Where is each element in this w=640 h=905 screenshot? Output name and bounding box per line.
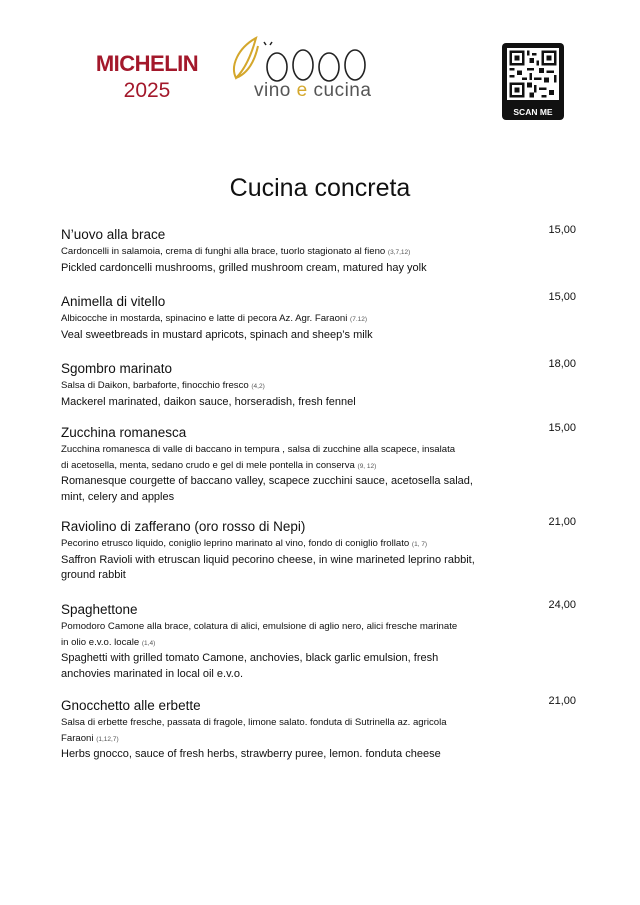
menu-section-title: Cucina concreta [229,174,411,202]
dish-price: 21,00 [548,516,576,528]
dish-price: 15,00 [548,291,576,303]
qr-code[interactable] [502,43,564,120]
qr-scan-label: SCAN ME [513,107,553,117]
dish-description-it: Faraoni (1,12,7) [61,732,119,744]
michelin-year: 2025 [123,79,171,102]
dish-price: 15,00 [548,224,576,236]
restaurant-logo [228,34,398,104]
dish-description-en: Romanesque courgette of baccano valley, scapece zucchini sauce, acetosella salad, [61,475,473,487]
dish-description-en: Mackerel marinated, daikon sauce, horseradish, fresh fennel [61,395,356,408]
allergens: (3,7,12) [387,249,411,256]
allergens: (9, 12) [357,462,377,470]
dish-name: Zucchina romanesca [61,425,187,440]
dish-price: 15,00 [548,422,576,434]
dish-price: 18,00 [548,358,576,370]
allergens: (1,4) [141,639,156,647]
michelin-label: MICHELIN [95,51,199,76]
logo-mark-icon [228,34,398,84]
dish-price: 21,00 [548,695,576,707]
dish-name: Sgombro marinato [61,361,173,376]
dish-name: Raviolino di zafferano (oro rosso di Nepi) [61,519,306,534]
menu-item [61,293,581,343]
logo-subtitle: vino e cucina [254,80,372,101]
dish-description-en: Saffron Ravioli with etruscan liquid pecorino cheese, in wine marineted leprino rabbit, [61,553,475,566]
dish-name: Spaghettone [61,602,138,617]
dish-description-it: Salsa di erbette fresche, passata di fragole, limone salato. fonduta di Sutrinella az. agricola [61,717,447,728]
menu-item [61,360,581,410]
dish-description-en: Veal sweetbreads in mustard apricots, spinach and sheep’s milk [61,328,373,341]
dish-description-it: Pecorino etrusco liquido, coniglio leprino marinato al vino, fondo di coniglio frollato (1, 7) [61,538,428,549]
dish-description-it: Pomodoro Camone alla brace, colatura di alici, emulsione di aglio nero, alici fresche marinate [61,621,458,632]
menu-item [61,601,581,682]
dish-name: N’uovo alla brace [61,227,166,242]
dish-name: Gnocchetto alle erbette [61,698,201,713]
dish-description-en: mint, celery and apples [61,490,175,503]
dish-description-en: anchovies marinated in local oil e.v.o. [61,667,244,680]
dish-description-en: Spaghetti with grilled tomato Camone, anchovies, black garlic emulsion, fresh [61,652,439,664]
dish-price: 24,00 [548,599,576,611]
dish-description-it: Cardoncelli in salamoia, crema di funghi alla brace, tuorlo stagionato al fieno (3,7,12) [61,246,411,257]
dish-description-it: Albicocche in mostarda, spinacino e latte di pecora Az. Agr. Faraoni (7.12) [61,313,368,324]
allergens: (7.12) [350,316,368,323]
qr-code-icon [507,48,559,100]
dish-description-it: in olio e.v.o. locale (1,4) [61,636,156,648]
menu-item [61,518,581,584]
allergens: (1, 7) [411,541,428,548]
menu-item [61,424,581,505]
dish-description-it: Zucchina romanesca di valle di baccano in tempura , salsa di zucchine alla scapece, insalata [61,444,456,455]
dish-description-en: Herbs gnocco, sauce of fresh herbs, strawberry puree, lemon. fonduta cheese [61,748,441,760]
menu-item [61,697,581,763]
menu-item [61,226,581,276]
michelin-badge [84,50,210,104]
allergens: (1,12,7) [96,735,119,743]
dish-description-it: di acetosella, menta, sedano crudo e gel di mele pontella in conserva (9, 12) [61,459,377,471]
dish-description-en: Pickled cardoncelli mushrooms, grilled mushroom cream, matured hay yolk [61,261,427,274]
dish-name: Animella di vitello [61,294,166,309]
allergens: (4,2) [251,383,265,390]
dish-description-it: Salsa di Daikon, barbaforte, finocchio fresco (4,2) [61,380,265,391]
dish-description-en: ground rabbit [61,569,126,581]
